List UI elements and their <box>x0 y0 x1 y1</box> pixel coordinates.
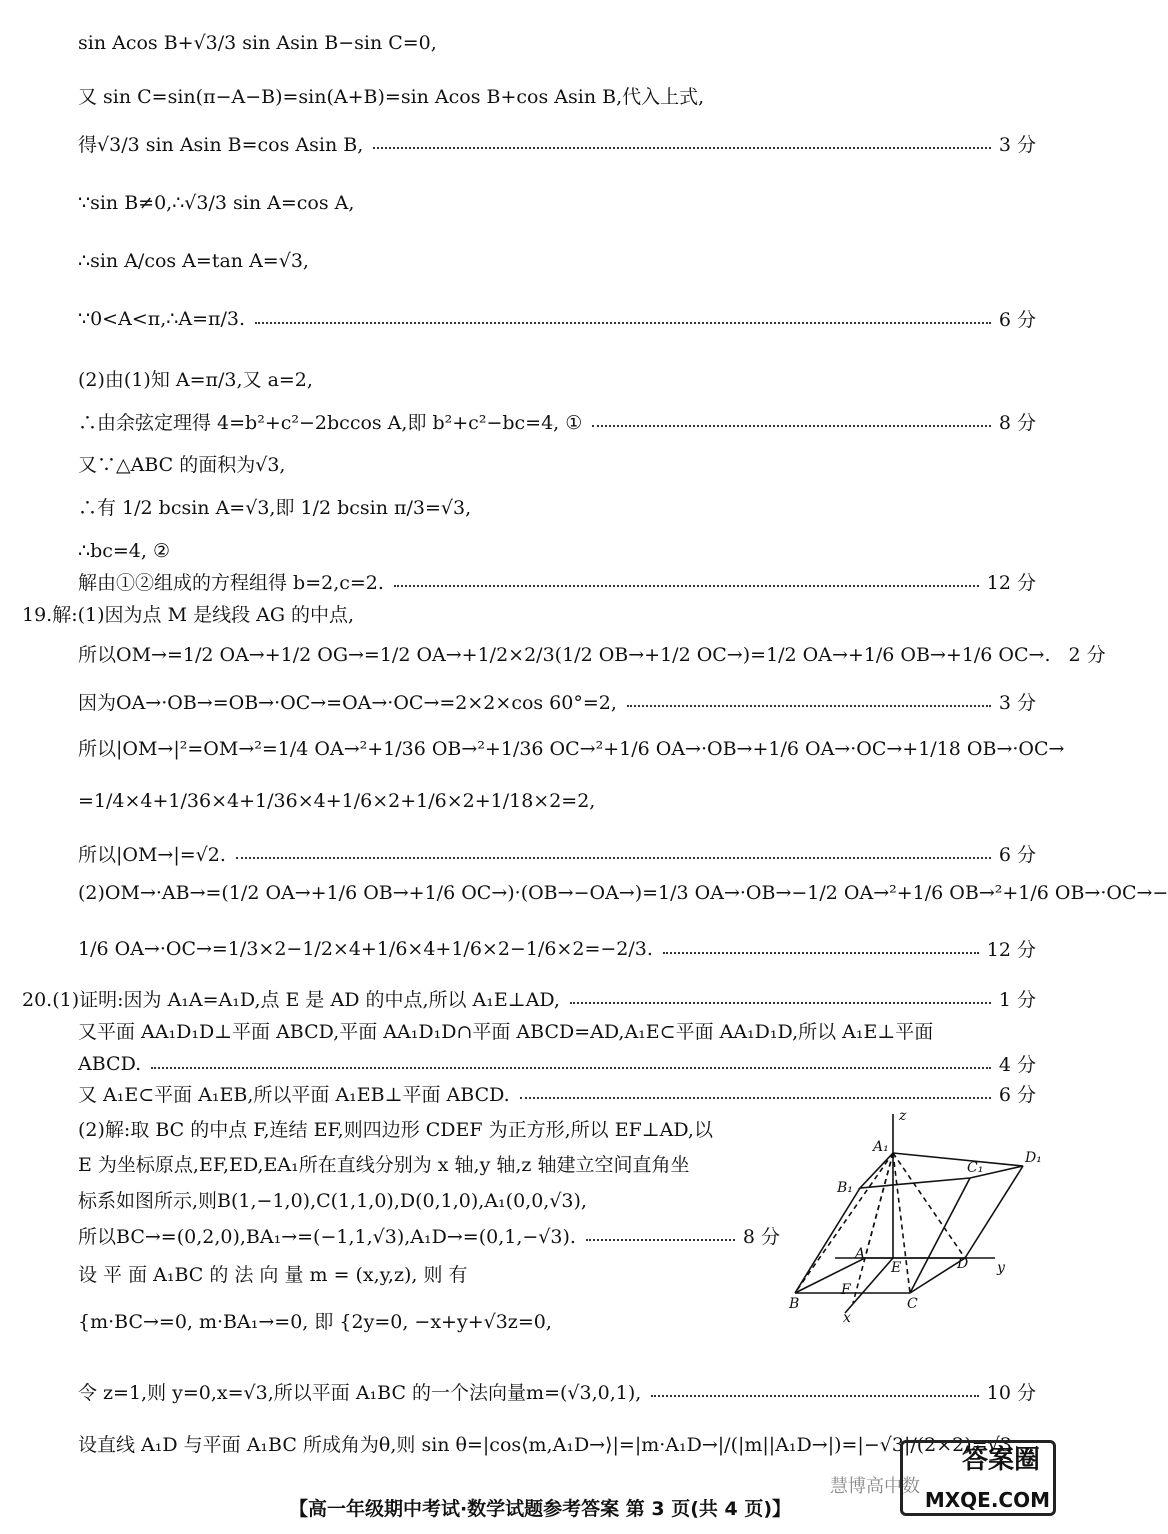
dotted-leader <box>570 1002 991 1004</box>
line-text: 20.(1)证明:因为 A₁A=A₁D,点 E 是 AD 的中点,所以 A₁E⊥AD, <box>22 989 560 1011</box>
solution-line <box>78 882 1168 904</box>
label-a1: A₁ <box>873 1139 889 1155</box>
line-text: 又 A₁E⊂平面 A₁EB,所以平面 A₁EB⊥平面 ABCD. <box>78 1084 510 1106</box>
line-text: 令 z=1,则 y=0,x=√3,所以平面 A₁BC 的一个法向量m=(√3,0,1), <box>78 1382 642 1404</box>
dotted-leader <box>236 857 991 859</box>
label-c: C <box>907 1296 918 1312</box>
line-text: 所以OM→=1/2 OA→+1/2 OG→=1/2 OA→+1/2×2/3(1/2 OB→+1/2 OC→)=1/2 OA→+1/6 OB→+1/6 OC→. <box>78 644 1051 666</box>
label-a: A <box>855 1246 866 1262</box>
solution-line <box>78 1017 1036 1044</box>
line-text: 因为OA→·OB→=OB→·OC→=OA→·OC→=2×2×cos 60°=2, <box>78 692 617 714</box>
solution-line <box>78 1150 780 1177</box>
solution-line <box>78 1222 780 1249</box>
solution-line <box>78 688 1036 715</box>
line-text: 又∵△ABC 的面积为√3, <box>78 454 286 476</box>
dotted-leader <box>394 585 979 587</box>
solution-line <box>78 640 1106 667</box>
score-label: 6 分 <box>998 309 1036 331</box>
page-footer: 【高一年级期中考试·数学试题参考答案 第 3 页(共 4 页)】 <box>288 1498 792 1520</box>
score-label: 3 分 <box>998 134 1036 156</box>
line-text: {m·BC→=0, m·BA₁→=0, 即 {2y=0, −x+y+√3z=0, <box>78 1311 552 1333</box>
label-z: z <box>899 1108 907 1124</box>
dotted-leader <box>373 147 991 149</box>
dotted-leader <box>520 1097 991 1099</box>
score-label: 12 分 <box>986 572 1036 594</box>
watermark-title: 答案圈 <box>961 1445 1040 1475</box>
label-d1: D₁ <box>1025 1150 1042 1166</box>
label-b1: B₁ <box>837 1180 853 1196</box>
solution-line <box>78 935 1036 962</box>
line-text: 所以BC→=(0,2,0),BA₁→=(−1,1,√3),A₁D→=(0,1,−√3). <box>78 1226 576 1248</box>
dotted-leader <box>651 1395 978 1397</box>
dotted-leader <box>663 952 979 954</box>
solution-line <box>78 568 1036 595</box>
solution-line <box>78 1186 780 1213</box>
solution-line <box>78 1260 780 1287</box>
line-text: 所以|OM→|=√2. <box>78 844 226 866</box>
line-text: sin Acos B+√3/3 sin Asin B−sin C=0, <box>78 32 437 54</box>
solution-line <box>78 540 1036 562</box>
dotted-leader <box>592 425 991 427</box>
line-text: 设直线 A₁D 与平面 A₁BC 所成角为θ,则 sin θ=|cos⟨m,A₁D→⟩|=|m·A₁D→|/(|m||A₁D→|)=|−√3|/(2×2)=√3 <box>78 1434 1012 1456</box>
label-y: y <box>997 1260 1005 1276</box>
score-label: 12 分 <box>986 939 1036 961</box>
label-b: B <box>789 1296 800 1312</box>
solution-line <box>78 1430 1036 1457</box>
score-label: 6 分 <box>998 844 1036 866</box>
dotted-leader <box>586 1239 735 1241</box>
label-e: E <box>891 1260 902 1276</box>
label-c1: C₁ <box>967 1160 984 1176</box>
solution-line <box>78 734 1065 761</box>
dotted-leader <box>627 705 991 707</box>
line-text: (2)OM→·AB→=(1/2 OA→+1/6 OB→+1/6 OC→)·(OB→−OA→)=1/3 OA→·OB→−1/2 OA→²+1/6 OB→²+1/6 OB→·OC→− <box>78 882 1168 904</box>
watermark-text: 慧博高中数 <box>830 1476 920 1497</box>
score-label: 8 分 <box>998 412 1036 434</box>
line-text: ∴由余弦定理得 4=b²+c²−2bccos A,即 b²+c²−bc=4, ① <box>78 412 583 434</box>
line-text: ∵0<A<π,∴A=π/3. <box>78 307 246 330</box>
label-f: F <box>841 1282 851 1298</box>
solution-line <box>78 408 1036 435</box>
solution-line <box>78 250 1036 272</box>
solution-line <box>78 1080 1036 1107</box>
solution-line <box>78 365 1036 392</box>
line-text: 所以|OM→|²=OM→²=1/4 OA→²+1/36 OB→²+1/36 OC→²+1/6 OA→·OB→+1/6 OA→·OC→+1/18 OB→·OC→ <box>78 738 1065 760</box>
label-d: D <box>957 1256 969 1272</box>
score-label: 1 分 <box>998 989 1036 1011</box>
line-text: E 为坐标原点,EF,ED,EA₁所在直线分别为 x 轴,y 轴,z 轴建立空间直角坐 <box>78 1154 690 1176</box>
solution-line <box>78 1307 780 1334</box>
solution-line <box>22 985 1036 1012</box>
solution-line <box>78 1050 1036 1077</box>
solution-line <box>78 32 1036 54</box>
x-axis <box>845 1258 893 1313</box>
dotted-leader <box>151 1067 991 1069</box>
line-text: ∵sin B≠0,∴√3/3 sin A=cos A, <box>78 192 355 214</box>
solution-line <box>22 600 1036 627</box>
score-label: 6 分 <box>998 1084 1036 1106</box>
solution-line <box>78 82 1036 109</box>
line-text: ∴bc=4, ② <box>78 540 171 562</box>
solution-line <box>78 790 1036 812</box>
line-text: (2)由(1)知 A=π/3,又 a=2, <box>78 369 313 391</box>
line-text: ∴sin A/cos A=tan A=√3, <box>78 250 309 272</box>
line-text: 又 sin C=sin(π−A−B)=sin(A+B)=sin Acos B+cos Asin B,代入上式, <box>78 86 705 108</box>
line-text: ABCD. <box>78 1052 142 1075</box>
score-label: 3 分 <box>998 692 1036 714</box>
watermark-url: MXQE.COM <box>924 1488 1050 1512</box>
geometry-figure <box>785 1108 1045 1328</box>
base <box>795 1258 965 1293</box>
solution-line <box>78 192 1036 214</box>
line-text: 1/6 OA→·OC→=1/3×2−1/2×4+1/6×4+1/6×2−1/6×2=−2/3. <box>78 937 653 960</box>
label-x: x <box>843 1310 851 1326</box>
score-label: 4 分 <box>998 1054 1036 1076</box>
solution-line <box>78 305 1036 332</box>
score-label: 2 分 <box>1068 644 1106 666</box>
line-text: 标系如图所示,则B(1,−1,0),C(1,1,0),D(0,1,0),A₁(0,0,√3), <box>78 1190 587 1212</box>
score-label: 8 分 <box>742 1226 780 1248</box>
solution-line <box>78 493 1036 520</box>
dotted-leader <box>255 322 991 324</box>
solution-line <box>78 1378 1036 1405</box>
solution-line <box>78 130 1036 157</box>
solution-line <box>78 1115 780 1142</box>
line-text: 又平面 AA₁D₁D⊥平面 ABCD,平面 AA₁D₁D∩平面 ABCD=AD,A₁E⊂平面 AA₁D₁D,所以 A₁E⊥平面 <box>78 1021 934 1043</box>
solution-line <box>78 450 1036 477</box>
solution-line <box>78 840 1036 867</box>
line-text: (2)解:取 BC 的中点 F,连结 EF,则四边形 CDEF 为正方形,所以 EF⊥AD,以 <box>78 1119 713 1141</box>
line-text: 得√3/3 sin Asin B=cos Asin B, <box>78 134 364 156</box>
line-text: 19.解:(1)因为点 M 是线段 AG 的中点, <box>22 604 355 626</box>
line-text: ∴有 1/2 bcsin A=√3,即 1/2 bcsin π/3=√3, <box>78 497 472 519</box>
line-text: 解由①②组成的方程组得 b=2,c=2. <box>78 572 384 594</box>
score-label: 10 分 <box>986 1382 1036 1404</box>
line-text: 设 平 面 A₁BC 的 法 向 量 m = (x,y,z), 则 有 <box>78 1264 468 1286</box>
line-text: =1/4×4+1/36×4+1/36×4+1/6×2+1/6×2+1/18×2=2, <box>78 790 596 812</box>
